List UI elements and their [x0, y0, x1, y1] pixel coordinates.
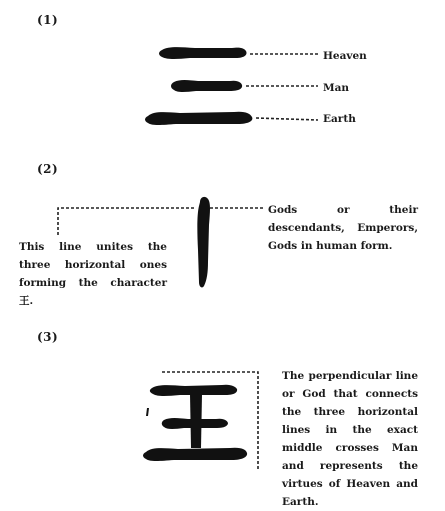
three-horizontal-strokes [140, 40, 350, 135]
label-heaven: Heaven [323, 50, 367, 62]
man-stroke [171, 80, 242, 92]
gods-description [268, 201, 418, 255]
unite-leader-line [58, 208, 195, 235]
wang-character-diagram [140, 364, 270, 474]
section-2-number: (2) [37, 162, 59, 176]
perpendicular-description [282, 367, 418, 511]
earth-stroke [145, 112, 252, 125]
wang-character: 王 [19, 295, 30, 307]
unite-description-end: . [29, 295, 34, 307]
earth-leader [256, 118, 318, 120]
label-man: Man [323, 82, 350, 94]
heaven-stroke [159, 47, 247, 59]
vertical-stroke [197, 197, 210, 288]
wang-middle-stroke [162, 418, 228, 429]
small-mark [146, 408, 149, 416]
perpendicular-description-text: The perpendicular line or God that connects the three horizontal lines in the exact middle crosses Man and represents the virtues of Heaven and Earth. [282, 370, 418, 508]
gods-description-text: Gods or their descendants, Emperors, Gods in human form. [268, 204, 418, 252]
label-earth: Earth [323, 113, 356, 125]
unite-description-text: This line unites the three horizontal ones forming the character [19, 241, 167, 289]
unite-description [19, 238, 167, 310]
section-1-number: (1) [37, 13, 59, 27]
wang-bottom-stroke [143, 448, 247, 461]
section-3-number: (3) [37, 330, 59, 344]
